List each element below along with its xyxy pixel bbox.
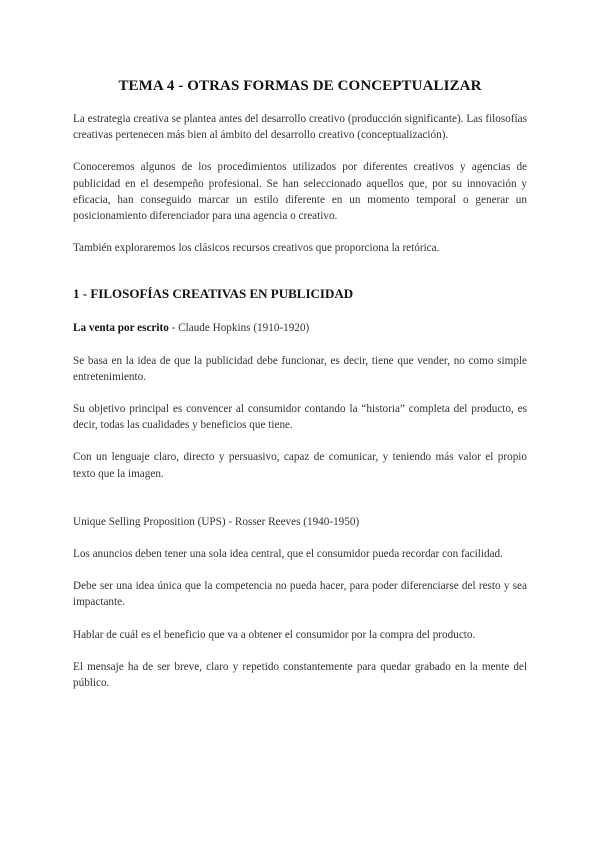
body-paragraph: Debe ser una idea única que la competencia no pueda hacer, para poder diferenciarse del resto y sea impactante. [73,580,527,609]
body-paragraph: El mensaje ha de ser breve, claro y repetido constantemente para quedar grabado en la mente del público. [73,660,527,690]
intro-paragraph: También exploraremos los clásicos recursos creativos que proporciona la retórica. [73,242,440,255]
intro-paragraph: La estrategia creativa se plantea antes del desarrollo creativo (producción significante). Las filosofías creativas pertenecen más bien al ámbito del desarrollo creativo (conceptualización). [73,113,527,142]
body-paragraph: Su objetivo principal es convencer al consumidor contando la “historia” completa del producto, es decir, todas las cualidades y beneficios que tiene. [73,403,527,432]
body-paragraph: Los anuncios deben tener una sola idea central, que el consumidor pueda recordar con facilidad. [73,548,503,561]
philosophy-author: - Rosser Reeves (1940-1950) [225,515,360,528]
subsection-title-hopkins [73,320,527,336]
body-paragraph: Hablar de cuál es el beneficio que va a obtener el consumidor por la compra del producto. [73,628,476,641]
body-paragraph: Con un lenguaje claro, directo y persuasivo, capaz de comunicar, y teniendo más valor el propio texto que la imagen. [73,451,527,480]
section-heading: 1 - FILOSOFÍAS CREATIVAS EN PUBLICIDAD [73,286,354,302]
subsection-title-reeves [73,514,527,530]
philosophy-author: - Claude Hopkins (1910-1920) [168,322,310,335]
document-title: TEMA 4 - OTRAS FORMAS DE CONCEPTUALIZAR [118,78,482,94]
philosophy-name: Unique Selling Proposition (UPS) [73,515,226,528]
body-paragraph: Se basa en la idea de que la publicidad debe funcionar, es decir, tiene que vender, no como simple entretenimiento. [73,354,527,383]
intro-paragraph: Conoceremos algunos de los procedimientos utilizados por diferentes creativos y agencias de publicidad en el desempeño profesional. Se han seleccionado aquellos que, por su innovación y eficacia, han conseguido marcar un estilo diferente en un momento temporal o generar un posicionamiento diferenciador para una agencia o creativo. [73,161,527,223]
philosophy-name: La venta por escrito [73,322,169,335]
